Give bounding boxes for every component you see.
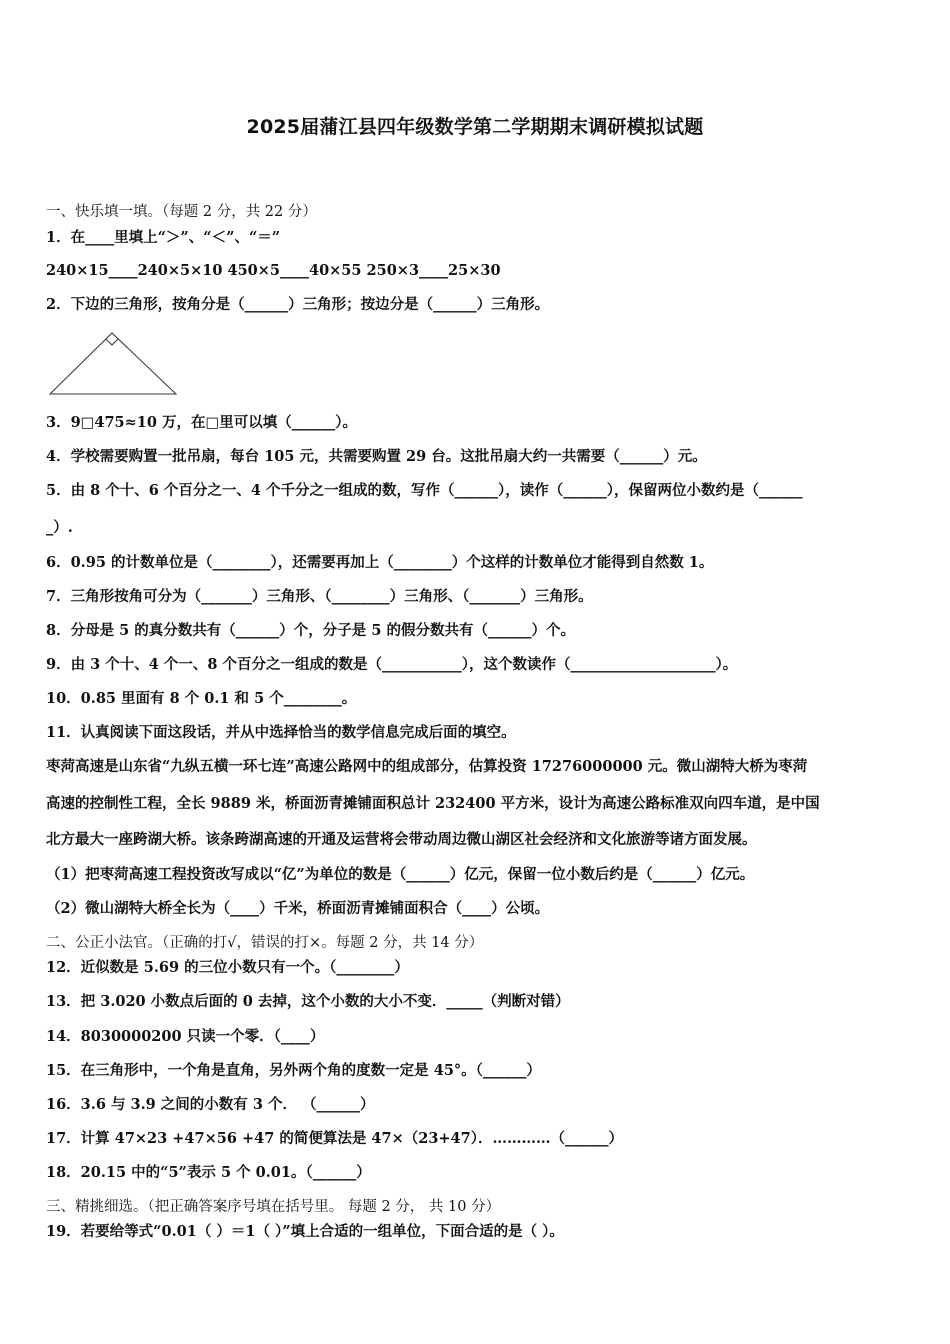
question-19: 19．若要给等式“0.01（ ）＝1（ ）”填上合适的一组单位，下面合适的是（ ）。 [46, 1223, 564, 1240]
question-11: 11．认真阅读下面这段话，并从中选择恰当的数学信息完成后面的填空。 [46, 724, 516, 741]
section-heading-3: 三、精挑细选。（把正确答案序号填在括号里。 每题 2 分， 共 10 分） [46, 1199, 501, 1215]
question-5: 5．由 8 个十、6 个百分之一、4 个千分之一组成的数，写作（______），读作（______），保留两位小数约是（______ [46, 482, 803, 499]
question-8: 8．分母是 5 的真分数共有（______）个，分子是 5 的假分数共有（______）个。 [46, 622, 575, 639]
question-5-continued: _）. [46, 519, 73, 536]
question-17: 17．计算 47×23 +47×56 +47 的简便算法是 47×（23+47）．…………（______） [46, 1130, 623, 1147]
question-3: 3．9□475≈10 万，在□里可以填（______）。 [46, 414, 357, 431]
page-title: 2025届蒲江县四年级数学第二学期期末调研模拟试题 [246, 116, 704, 138]
triangle-shape [50, 333, 176, 394]
question-1-items: 240×15____240×5×10 450×5____40×55 250×3____25×30 [46, 262, 501, 279]
passage-line-3: 北方最大一座跨湖大桥。该条跨湖高速的开通及运营将会带动周边微山湖区社会经济和文化旅游等诸方面发展。 [46, 831, 757, 848]
question-10: 10．0.85 里面有 8 个 0.1 和 5 个________。 [46, 690, 357, 707]
question-11-part-1: （1）把枣菏高速工程投资改写成以“亿”为单位的数是（______）亿元，保留一位小数后约是（______）亿元。 [46, 866, 755, 883]
question-4: 4．学校需要购置一批吊扇，每台 105 元，共需要购置 29 台。这批吊扇大约一共需要（______）元。 [46, 448, 707, 465]
question-16: 16．3.6 与 3.9 之间的小数有 3 个． （______） [46, 1096, 375, 1113]
passage-line-1: 枣菏高速是山东省“九纵五横一环七连”高速公路网中的组成部分，估算投资 17276000000 元。微山湖特大桥为枣菏 [46, 758, 808, 775]
question-15: 15．在三角形中，一个角是直角，另外两个角的度数一定是 45°。（______） [46, 1062, 541, 1079]
passage-line-2: 高速的控制性工程，全长 9889 米，桥面沥青摊铺面积总计 232400 平方米，设计为高速公路标准双向四车道，是中国 [46, 795, 820, 812]
section-heading-2: 二、公正小法官。（正确的打√，错误的打×。每题 2 分，共 14 分） [46, 935, 484, 951]
question-2: 2．下边的三角形，按角分是（______）三角形；按边分是（______）三角形。 [46, 296, 550, 313]
question-12: 12．近似数是 5.69 的三位小数只有一个。（________） [46, 959, 409, 976]
question-1: 1．在____里填上“＞”、“＜”、“＝” [46, 229, 281, 246]
right-triangle-figure [46, 328, 180, 398]
question-9: 9．由 3 个十、4 个一、8 个百分之一组成的数是（___________），这个数读作（____________________）。 [46, 656, 738, 673]
question-18: 18．20.15 中的“5”表示 5 个 0.01。（______） [46, 1164, 371, 1181]
question-13: 13．把 3.020 小数点后面的 0 去掉，这个小数的大小不变．_____（判断对错） [46, 993, 570, 1010]
question-11-part-2: （2）微山湖特大桥全长为（____）千米，桥面沥青摊铺面积合（____）公顷。 [46, 900, 550, 917]
question-7: 7．三角形按角可分为（_______）三角形、（________）三角形、（_______）三角形。 [46, 588, 593, 605]
right-angle-mark [106, 339, 118, 345]
question-14: 14．8030000200 只读一个零．（____） [46, 1028, 325, 1045]
section-heading-1: 一、快乐填一填。（每题 2 分，共 22 分） [46, 204, 317, 220]
question-6: 6．0.95 的计数单位是（________），还需要再加上（________）个这样的计数单位才能得到自然数 1。 [46, 554, 714, 571]
